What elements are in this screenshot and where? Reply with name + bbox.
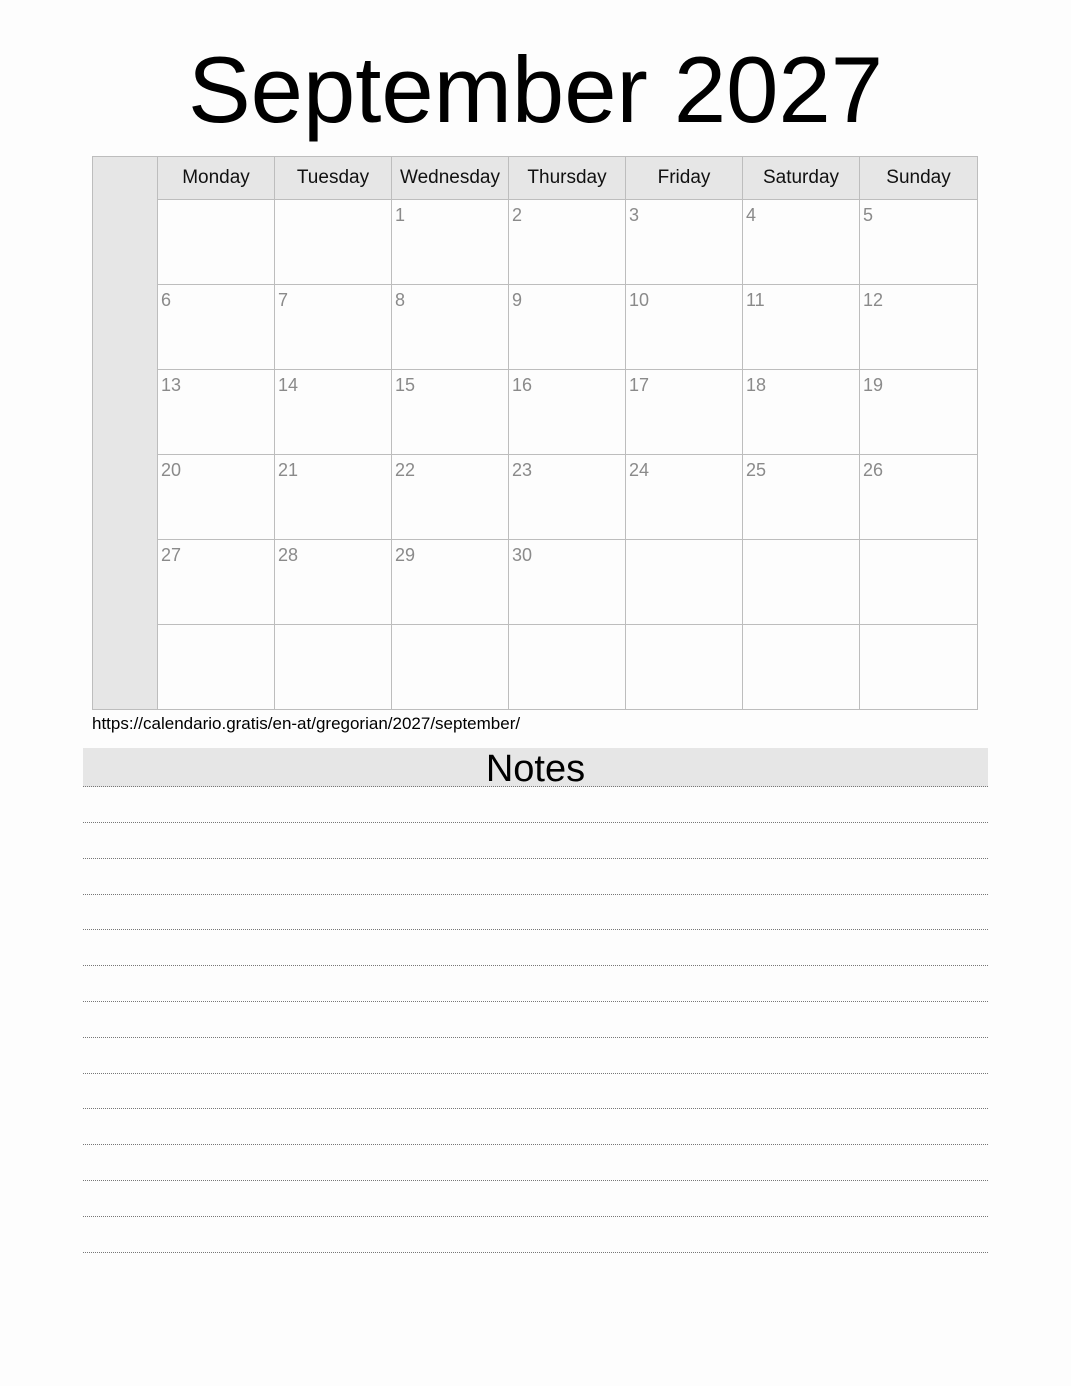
day-number: 5 xyxy=(863,205,874,225)
day-cell xyxy=(275,625,392,710)
day-number: 21 xyxy=(278,460,299,480)
day-cell xyxy=(509,625,626,710)
week-row xyxy=(158,540,978,625)
weekday-header-row xyxy=(158,157,978,200)
day-cell xyxy=(392,540,509,625)
weekday-header: Friday xyxy=(626,157,743,200)
note-line xyxy=(83,929,988,930)
day-number: 30 xyxy=(512,545,533,565)
week-row xyxy=(158,625,978,710)
day-number xyxy=(158,625,274,630)
day-number xyxy=(860,625,977,630)
day-cell xyxy=(275,540,392,625)
day-number xyxy=(392,625,508,630)
day-cell xyxy=(509,540,626,625)
day-number: 28 xyxy=(278,545,299,565)
note-line xyxy=(83,965,988,966)
week-row xyxy=(158,200,978,285)
note-line xyxy=(83,858,988,859)
day-cell xyxy=(275,200,392,285)
day-number: 22 xyxy=(395,460,416,480)
day-cell xyxy=(743,285,860,370)
source-url: https://calendario.gratis/en-at/gregorian/2027/september/ xyxy=(92,714,521,733)
day-number: 17 xyxy=(629,375,650,395)
day-number: 7 xyxy=(278,290,289,310)
calendar-grid xyxy=(157,156,978,710)
day-cell xyxy=(860,455,978,540)
day-number: 27 xyxy=(161,545,182,565)
day-cell xyxy=(392,625,509,710)
day-cell xyxy=(392,285,509,370)
day-cell xyxy=(626,370,743,455)
day-number: 20 xyxy=(161,460,182,480)
day-cell xyxy=(392,370,509,455)
day-number xyxy=(860,540,977,545)
note-line xyxy=(83,1073,988,1074)
day-number: 8 xyxy=(395,290,406,310)
day-cell xyxy=(860,285,978,370)
day-number xyxy=(743,540,859,545)
day-cell xyxy=(275,285,392,370)
day-cell xyxy=(158,455,275,540)
day-number xyxy=(626,540,742,545)
day-cell xyxy=(158,540,275,625)
day-cell xyxy=(509,455,626,540)
day-number xyxy=(275,200,391,205)
day-number xyxy=(275,625,391,630)
day-cell xyxy=(860,625,978,710)
day-cell xyxy=(509,370,626,455)
day-cell xyxy=(860,200,978,285)
day-cell xyxy=(626,285,743,370)
day-number: 10 xyxy=(629,290,650,310)
weekday-header: Saturday xyxy=(743,157,860,200)
day-number: 1 xyxy=(395,205,406,225)
day-cell xyxy=(743,370,860,455)
day-number: 23 xyxy=(512,460,533,480)
day-number: 12 xyxy=(863,290,884,310)
day-cell xyxy=(509,285,626,370)
day-number: 29 xyxy=(395,545,416,565)
day-number: 16 xyxy=(512,375,533,395)
day-cell xyxy=(275,455,392,540)
day-cell xyxy=(158,370,275,455)
week-row xyxy=(158,285,978,370)
day-cell xyxy=(743,455,860,540)
day-number: 2 xyxy=(512,205,523,225)
day-cell xyxy=(626,540,743,625)
week-sidebar xyxy=(92,156,158,710)
day-cell xyxy=(743,540,860,625)
day-cell xyxy=(626,455,743,540)
note-line xyxy=(83,1216,988,1217)
day-number xyxy=(509,625,625,630)
weekday-header: Wednesday xyxy=(392,157,509,200)
note-line xyxy=(83,1001,988,1002)
day-cell xyxy=(158,285,275,370)
note-line xyxy=(83,1108,988,1109)
weekday-header: Tuesday xyxy=(275,157,392,200)
day-cell xyxy=(743,200,860,285)
day-number: 9 xyxy=(512,290,523,310)
day-number: 13 xyxy=(161,375,182,395)
day-cell xyxy=(392,455,509,540)
day-number xyxy=(626,625,742,630)
weekday-header: Sunday xyxy=(860,157,978,200)
day-cell xyxy=(743,625,860,710)
notes-heading: Notes xyxy=(83,748,988,787)
week-row xyxy=(158,370,978,455)
day-cell xyxy=(158,625,275,710)
note-line xyxy=(83,1144,988,1145)
day-cell xyxy=(860,540,978,625)
day-number: 18 xyxy=(746,375,767,395)
day-number: 14 xyxy=(278,375,299,395)
day-cell xyxy=(626,200,743,285)
note-line xyxy=(83,894,988,895)
day-cell xyxy=(860,370,978,455)
note-line xyxy=(83,1180,988,1181)
day-number: 11 xyxy=(746,290,765,310)
day-cell xyxy=(392,200,509,285)
day-number xyxy=(743,625,859,630)
day-cell xyxy=(275,370,392,455)
day-number: 3 xyxy=(629,205,640,225)
page-title: September 2027 xyxy=(187,37,884,142)
day-number: 24 xyxy=(629,460,650,480)
day-number: 26 xyxy=(863,460,884,480)
day-number: 4 xyxy=(746,205,757,225)
day-number: 6 xyxy=(161,290,172,310)
day-number: 15 xyxy=(395,375,416,395)
note-line xyxy=(83,1037,988,1038)
day-cell xyxy=(158,200,275,285)
weekday-header: Thursday xyxy=(509,157,626,200)
day-number xyxy=(158,200,274,205)
day-number: 19 xyxy=(863,375,884,395)
weekday-header: Monday xyxy=(158,157,275,200)
day-number: 25 xyxy=(746,460,767,480)
day-cell xyxy=(509,200,626,285)
note-line xyxy=(83,822,988,823)
day-cell xyxy=(626,625,743,710)
note-line xyxy=(83,1252,988,1253)
week-row xyxy=(158,455,978,540)
